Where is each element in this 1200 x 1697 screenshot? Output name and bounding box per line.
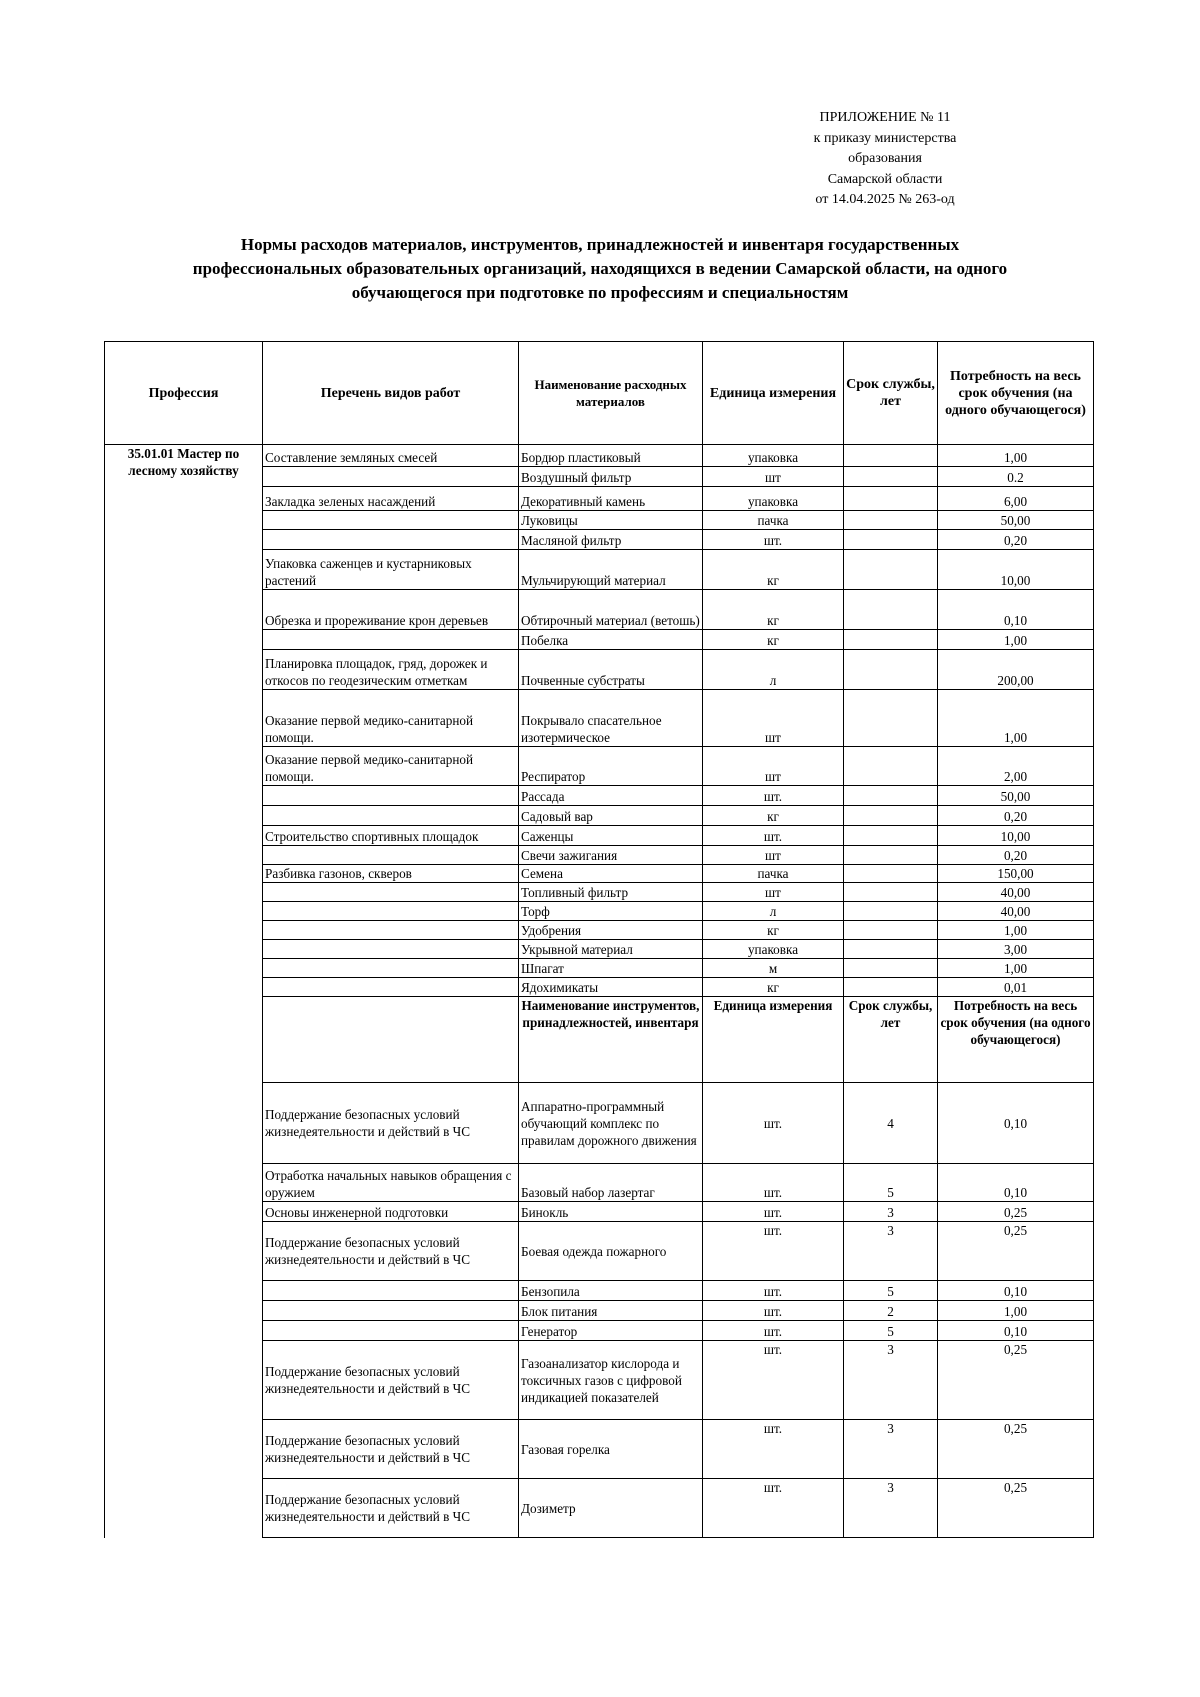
- term-cell: [844, 865, 938, 883]
- header-works: Перечень видов работ: [263, 342, 519, 445]
- unit-cell: упаковка: [703, 940, 844, 959]
- table-header-row: [105, 342, 1094, 445]
- term-cell: 2: [844, 1301, 938, 1321]
- item-cell: Шпагат: [519, 959, 703, 978]
- unit-cell: шт.: [703, 1341, 844, 1420]
- title-line-2: профессиональных образовательных организаций, находящихся в ведении Самарской области, на одного: [192, 259, 1008, 278]
- unit-cell: кг: [703, 550, 844, 590]
- term-cell: 5: [844, 1321, 938, 1341]
- need-cell: 0,25: [938, 1479, 1094, 1538]
- document-title: [115, 233, 1085, 305]
- need-cell: 0,20: [938, 806, 1094, 826]
- item-cell: Газовая горелка: [519, 1420, 703, 1479]
- item-cell: Удобрения: [519, 921, 703, 940]
- term-cell: [844, 921, 938, 940]
- item-cell: Базовый набор лазертаг: [519, 1164, 703, 1202]
- work-cell: [263, 786, 519, 806]
- unit-cell: кг: [703, 978, 844, 997]
- work-cell: [263, 940, 519, 959]
- appendix-number: ПРИЛОЖЕНИЕ № 11: [819, 110, 951, 125]
- item-cell: Торф: [519, 902, 703, 921]
- unit-cell: шт.: [703, 1479, 844, 1538]
- item-cell: Рассада: [519, 786, 703, 806]
- unit-cell: кг: [703, 806, 844, 826]
- need-cell: 0,25: [938, 1222, 1094, 1281]
- need-cell: 0,25: [938, 1341, 1094, 1420]
- work-cell: Планировка площадок, гряд, дорожек и откосов по геодезическим отметкам: [263, 650, 519, 690]
- unit-cell: шт.: [703, 1301, 844, 1321]
- tools-header-term: Срок службы, лет: [844, 997, 938, 1083]
- header-profession: Профессия: [105, 342, 263, 445]
- unit-cell: шт: [703, 690, 844, 747]
- unit-cell: шт: [703, 467, 844, 487]
- item-cell: Дозиметр: [519, 1479, 703, 1538]
- work-cell: [263, 467, 519, 487]
- appendix-region: Самарской области: [827, 171, 943, 187]
- unit-cell: шт: [703, 747, 844, 786]
- need-cell: 200,00: [938, 650, 1094, 690]
- need-cell: 0,25: [938, 1202, 1094, 1222]
- materials-row: [105, 445, 1094, 467]
- item-cell: Масляной фильтр: [519, 530, 703, 550]
- term-cell: [844, 747, 938, 786]
- unit-cell: шт.: [703, 1321, 844, 1341]
- item-cell: Саженцы: [519, 826, 703, 846]
- need-cell: 1,00: [938, 921, 1094, 940]
- term-cell: [844, 690, 938, 747]
- item-cell: Побелка: [519, 630, 703, 650]
- appendix-order-ref-2: образования: [848, 151, 922, 166]
- work-cell: Поддержание безопасных условий жизнедеятельности и действий в ЧС: [263, 1222, 519, 1281]
- unit-cell: кг: [703, 921, 844, 940]
- unit-cell: пачка: [703, 511, 844, 530]
- term-cell: [844, 978, 938, 997]
- unit-cell: шт.: [703, 826, 844, 846]
- work-cell: Упаковка саженцев и кустарниковых растений: [263, 550, 519, 590]
- title-line-3: обучающегося при подготовке по профессиям и специальностям: [351, 283, 849, 302]
- appendix-block: [770, 108, 1000, 211]
- unit-cell: шт.: [703, 1083, 844, 1164]
- appendix-order-ref: к приказу министерства: [813, 130, 957, 146]
- work-cell: Отработка начальных навыков обращения с оружием: [263, 1164, 519, 1202]
- unit-cell: упаковка: [703, 445, 844, 467]
- work-cell: Составление земляных смесей: [263, 445, 519, 467]
- work-cell: [263, 921, 519, 940]
- need-cell: 2,00: [938, 747, 1094, 786]
- need-cell: 0,10: [938, 590, 1094, 630]
- table-body: [105, 342, 1094, 1538]
- need-cell: 1,00: [938, 630, 1094, 650]
- need-cell: 0,10: [938, 1321, 1094, 1341]
- term-cell: 3: [844, 1479, 938, 1538]
- work-cell: Оказание первой медико-санитарной помощи.: [263, 747, 519, 786]
- title-line-1: Нормы расходов материалов, инструментов, принадлежностей и инвентаря государственных: [240, 235, 960, 254]
- need-cell: 40,00: [938, 902, 1094, 921]
- item-cell: Покрывало спасательное изотермическое: [519, 690, 703, 747]
- term-cell: [844, 786, 938, 806]
- term-cell: [844, 959, 938, 978]
- term-cell: 3: [844, 1222, 938, 1281]
- item-cell: Воздушный фильтр: [519, 467, 703, 487]
- unit-cell: кг: [703, 630, 844, 650]
- term-cell: [844, 940, 938, 959]
- unit-cell: л: [703, 902, 844, 921]
- term-cell: 5: [844, 1164, 938, 1202]
- need-cell: 0,20: [938, 846, 1094, 865]
- norms-table: [104, 341, 1094, 1538]
- tools-header-item: Наименование инструментов, принадлежностей, инвентаря: [519, 997, 703, 1083]
- work-cell: [263, 902, 519, 921]
- unit-cell: шт: [703, 883, 844, 902]
- item-cell: Обтирочный материал (ветошь): [519, 590, 703, 630]
- work-cell: [263, 630, 519, 650]
- item-cell: Свечи зажигания: [519, 846, 703, 865]
- tools-header-works: [263, 997, 519, 1083]
- header-unit: Единица измерения: [703, 342, 844, 445]
- unit-cell: кг: [703, 590, 844, 630]
- need-cell: 150,00: [938, 865, 1094, 883]
- tools-header-need: Потребность на весь срок обучения (на одного обучающегося): [938, 997, 1094, 1083]
- unit-cell: м: [703, 959, 844, 978]
- term-cell: [844, 826, 938, 846]
- item-cell: Газоанализатор кислорода и токсичных газов с цифровой индикацией показателей: [519, 1341, 703, 1420]
- work-cell: Поддержание безопасных условий жизнедеятельности и действий в ЧС: [263, 1083, 519, 1164]
- unit-cell: шт.: [703, 1164, 844, 1202]
- term-cell: 3: [844, 1420, 938, 1479]
- item-cell: Блок питания: [519, 1301, 703, 1321]
- term-cell: 5: [844, 1281, 938, 1301]
- item-cell: Бинокль: [519, 1202, 703, 1222]
- item-cell: Укрывной материал: [519, 940, 703, 959]
- item-cell: Генератор: [519, 1321, 703, 1341]
- term-cell: [844, 590, 938, 630]
- unit-cell: л: [703, 650, 844, 690]
- unit-cell: шт.: [703, 1420, 844, 1479]
- term-cell: [844, 806, 938, 826]
- term-cell: [844, 511, 938, 530]
- item-cell: Мульчирующий материал: [519, 550, 703, 590]
- work-cell: [263, 978, 519, 997]
- need-cell: 50,00: [938, 786, 1094, 806]
- work-cell: [263, 846, 519, 865]
- profession-cell: 35.01.01 Мастер по лесному хозяйству: [105, 445, 263, 1538]
- term-cell: [844, 650, 938, 690]
- work-cell: Основы инженерной подготовки: [263, 1202, 519, 1222]
- unit-cell: шт.: [703, 1222, 844, 1281]
- term-cell: [844, 487, 938, 511]
- norms-table-wrapper: [104, 341, 1093, 1538]
- unit-cell: шт.: [703, 786, 844, 806]
- unit-cell: упаковка: [703, 487, 844, 511]
- unit-cell: шт.: [703, 1202, 844, 1222]
- item-cell: Ядохимикаты: [519, 978, 703, 997]
- appendix-date: от 14.04.2025 № 263-од: [815, 192, 955, 207]
- need-cell: 1,00: [938, 445, 1094, 467]
- item-cell: Декоративный камень: [519, 487, 703, 511]
- item-cell: Бензопила: [519, 1281, 703, 1301]
- work-cell: Поддержание безопасных условий жизнедеятельности и действий в ЧС: [263, 1341, 519, 1420]
- term-cell: [844, 550, 938, 590]
- work-cell: [263, 806, 519, 826]
- header-term: Срок службы, лет: [844, 342, 938, 445]
- work-cell: [263, 530, 519, 550]
- work-cell: Оказание первой медико-санитарной помощи.: [263, 690, 519, 747]
- need-cell: 1,00: [938, 690, 1094, 747]
- item-cell: Луковицы: [519, 511, 703, 530]
- item-cell: Садовый вар: [519, 806, 703, 826]
- item-cell: Семена: [519, 865, 703, 883]
- need-cell: 10,00: [938, 826, 1094, 846]
- need-cell: 0,10: [938, 1164, 1094, 1202]
- need-cell: 0,10: [938, 1083, 1094, 1164]
- term-cell: [844, 902, 938, 921]
- work-cell: [263, 1301, 519, 1321]
- term-cell: [844, 467, 938, 487]
- work-cell: Закладка зеленых насаждений: [263, 487, 519, 511]
- item-cell: Почвенные субстраты: [519, 650, 703, 690]
- need-cell: 0,10: [938, 1281, 1094, 1301]
- need-cell: 40,00: [938, 883, 1094, 902]
- unit-cell: шт: [703, 846, 844, 865]
- item-cell: Топливный фильтр: [519, 883, 703, 902]
- need-cell: 50,00: [938, 511, 1094, 530]
- item-cell: Боевая одежда пожарного: [519, 1222, 703, 1281]
- work-cell: [263, 1281, 519, 1301]
- term-cell: [844, 883, 938, 902]
- header-item: Наименование расходных материалов: [519, 342, 703, 445]
- term-cell: 3: [844, 1341, 938, 1420]
- term-cell: [844, 630, 938, 650]
- need-cell: 3,00: [938, 940, 1094, 959]
- work-cell: [263, 1321, 519, 1341]
- need-cell: 6,00: [938, 487, 1094, 511]
- unit-cell: пачка: [703, 865, 844, 883]
- work-cell: Разбивка газонов, скверов: [263, 865, 519, 883]
- term-cell: [844, 530, 938, 550]
- work-cell: Строительство спортивных площадок: [263, 826, 519, 846]
- tools-header-unit: Единица измерения: [703, 997, 844, 1083]
- need-cell: 0.2: [938, 467, 1094, 487]
- need-cell: 1,00: [938, 1301, 1094, 1321]
- work-cell: Поддержание безопасных условий жизнедеятельности и действий в ЧС: [263, 1479, 519, 1538]
- work-cell: Обрезка и прореживание крон деревьев: [263, 590, 519, 630]
- term-cell: 4: [844, 1083, 938, 1164]
- term-cell: 3: [844, 1202, 938, 1222]
- work-cell: [263, 883, 519, 902]
- item-cell: Бордюр пластиковый: [519, 445, 703, 467]
- work-cell: [263, 511, 519, 530]
- need-cell: 10,00: [938, 550, 1094, 590]
- need-cell: 0,20: [938, 530, 1094, 550]
- unit-cell: шт.: [703, 1281, 844, 1301]
- term-cell: [844, 445, 938, 467]
- need-cell: 0,01: [938, 978, 1094, 997]
- work-cell: [263, 959, 519, 978]
- need-cell: 1,00: [938, 959, 1094, 978]
- header-need: Потребность на весь срок обучения (на одного обучающегося): [938, 342, 1094, 445]
- item-cell: Аппаратно-программный обучающий комплекс по правилам дорожного движения: [519, 1083, 703, 1164]
- unit-cell: шт.: [703, 530, 844, 550]
- item-cell: Респиратор: [519, 747, 703, 786]
- work-cell: Поддержание безопасных условий жизнедеятельности и действий в ЧС: [263, 1420, 519, 1479]
- need-cell: 0,25: [938, 1420, 1094, 1479]
- term-cell: [844, 846, 938, 865]
